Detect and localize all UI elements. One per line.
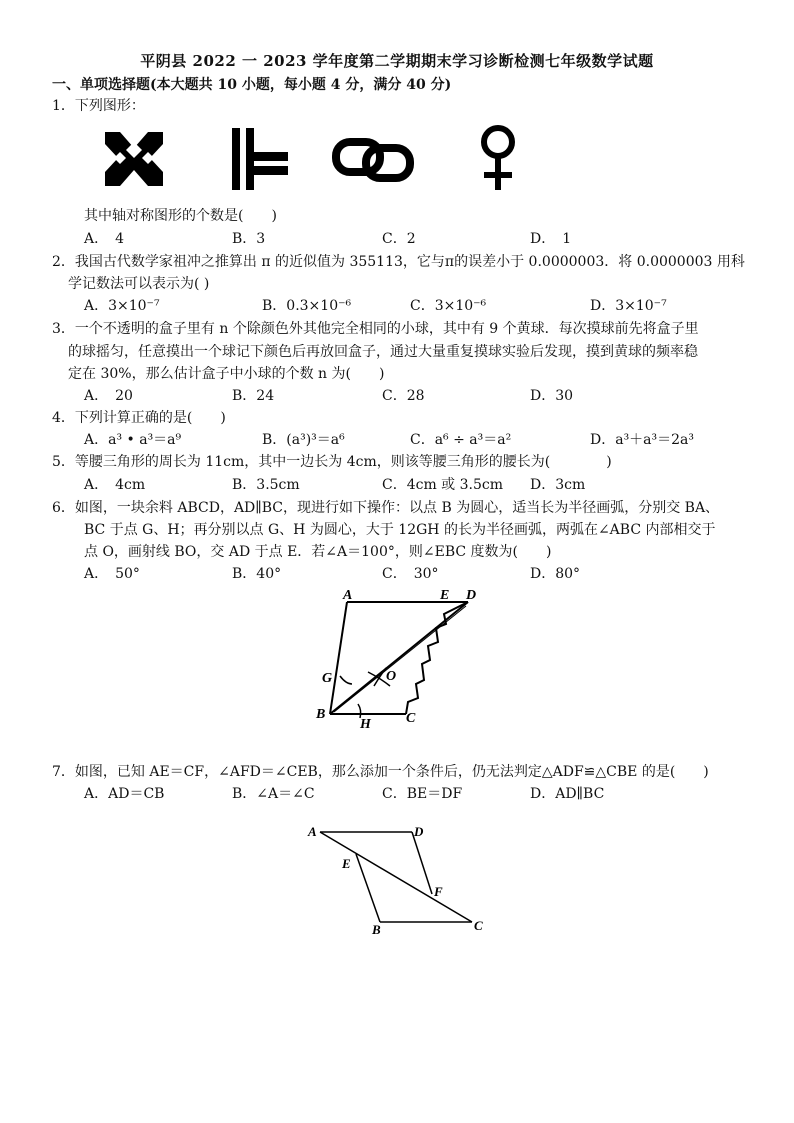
q3-option-a: A． 20 bbox=[84, 388, 133, 404]
diagonal-ac bbox=[320, 832, 472, 922]
q5-option-c: C．4cm 或 3.5cm bbox=[382, 477, 504, 493]
q1-option-b: B．3 bbox=[232, 231, 266, 247]
q4-option-c: C．a⁶ ÷ a³＝a² bbox=[410, 432, 512, 448]
q1-option-d: D． 1 bbox=[530, 231, 572, 247]
page-title: 平阴县 2022 一 2023 学年度第二学期期末学习诊断检测七年级数学试题 bbox=[140, 52, 654, 70]
label-e: E bbox=[440, 588, 450, 603]
q5-option-d: D．3cm bbox=[530, 477, 586, 493]
q6-option-d: D．80° bbox=[530, 566, 581, 582]
q4-option-b: B．(a³)³＝a⁶ bbox=[262, 432, 345, 448]
arc-h bbox=[358, 704, 361, 718]
q6-line-3: 点 O，画射线 BO，交 AD 于点 E．若∠A＝100°，则∠EBC 度数为( ) bbox=[84, 544, 552, 560]
jagged-edge bbox=[406, 602, 468, 714]
label-d: D bbox=[466, 588, 477, 603]
label-h: H bbox=[360, 717, 371, 732]
q2-option-c: C．3×10⁻⁶ bbox=[410, 298, 487, 314]
q2-option-d: D．3×10⁻⁷ bbox=[590, 298, 667, 314]
venus-symbol-figure-icon bbox=[484, 128, 512, 190]
side-eb bbox=[356, 854, 380, 922]
label-c: C bbox=[474, 918, 483, 933]
q4-option-a: A．a³ • a³＝a⁹ bbox=[84, 432, 182, 448]
section-heading: 一、单项选择题(本大题共 10 小题，每小题 4 分，满分 40 分) bbox=[52, 77, 452, 93]
label-f: F bbox=[434, 884, 443, 899]
q2-option-b: B．0.3×10⁻⁶ bbox=[262, 298, 352, 314]
q3-line-2: 的球摇匀，任意摸出一个球记下颜色后再放回盒子，通过大量重复摸球实验后发现，摸到黄球的频率稳 bbox=[68, 344, 698, 360]
q1-figures bbox=[100, 124, 520, 194]
ray-bo bbox=[330, 602, 468, 714]
q3-line-3: 定在 30%，那么估计盒子中小球的个数 n 为( ) bbox=[68, 366, 385, 382]
q6-geometry-figure bbox=[300, 584, 500, 734]
label-o: O bbox=[386, 669, 397, 684]
label-e: E bbox=[342, 856, 351, 871]
q5-stem: 5．等腰三角形的周长为 11cm，其中一边长为 4cm，则该等腰三角形的腰长为( ) bbox=[52, 454, 612, 470]
q3-line-1: 3．一个不透明的盒子里有 n 个除颜色外其他完全相同的小球，其中有 9 个黄球．每次摸球前先将盒子里 bbox=[52, 321, 699, 337]
label-a: A bbox=[343, 588, 353, 603]
q2-option-a: A．3×10⁻⁷ bbox=[84, 298, 160, 314]
q6-line-2: BC 于点 G、H；再分别以点 G、H 为圆心，大于 12GH 的长为半径画弧，两弧在∠ABC 内部相交于 bbox=[84, 522, 716, 538]
side-ab bbox=[330, 602, 347, 714]
q4-stem: 4．下列计算正确的是( ) bbox=[52, 410, 226, 426]
label-b: B bbox=[316, 707, 326, 722]
q3-option-d: D．30 bbox=[530, 388, 574, 404]
q6-option-a: A． 50° bbox=[84, 566, 140, 582]
chain-links-figure-icon bbox=[336, 142, 410, 178]
q2-line-2: 学记数法可以表示为( ) bbox=[68, 276, 210, 292]
label-c: C bbox=[406, 711, 416, 726]
q7-option-d: D．AD∥BC bbox=[530, 786, 605, 802]
q1-option-c: C．2 bbox=[382, 231, 416, 247]
q7-stem: 7．如图，已知 AE＝CF，∠AFD＝∠CEB，那么添加一个条件后，仍无法判定△ADF≌△CBE 的是( ) bbox=[52, 764, 709, 780]
q6-line-1: 6．如图，一块余料 ABCD，AD∥BC，现进行如下操作：以点 B 为圆心，适当长为半径画弧，分别交 BA、 bbox=[52, 500, 720, 516]
q5-option-a: A． 4cm bbox=[84, 477, 146, 493]
double-bar-t-figure-icon bbox=[232, 128, 288, 190]
label-b: B bbox=[372, 922, 381, 937]
q4-option-d: D．a³＋a³＝2a³ bbox=[590, 432, 695, 448]
cross-knot-figure-icon bbox=[105, 132, 163, 186]
label-g: G bbox=[322, 671, 333, 686]
q3-option-c: C．28 bbox=[382, 388, 425, 404]
arc-g bbox=[340, 676, 352, 684]
label-a: A bbox=[308, 824, 317, 839]
q2-line-1: 2．我国古代数学家祖冲之推算出 π 的近似值为 355113，它与π的误差小于 0.0000003．将 0.0000003 用科 bbox=[52, 254, 745, 270]
q7-option-c: C．BE＝DF bbox=[382, 786, 463, 802]
ray-bo-double bbox=[334, 606, 466, 712]
label-d: D bbox=[414, 824, 424, 839]
side-df bbox=[412, 832, 432, 894]
q3-option-b: B．24 bbox=[232, 388, 275, 404]
q7-option-b: B．∠A＝∠C bbox=[232, 786, 315, 802]
q1-stem: 1．下列图形： bbox=[52, 98, 145, 114]
q6-option-c: C． 30° bbox=[382, 566, 439, 582]
q5-option-b: B．3.5cm bbox=[232, 477, 300, 493]
q7-option-a: A．AD＝CB bbox=[84, 786, 165, 802]
q1-option-a: A． 4 bbox=[84, 231, 125, 247]
q1-question: 其中轴对称图形的个数是( ) bbox=[84, 208, 277, 224]
q7-geometry-figure bbox=[300, 818, 500, 938]
q6-option-b: B．40° bbox=[232, 566, 282, 582]
